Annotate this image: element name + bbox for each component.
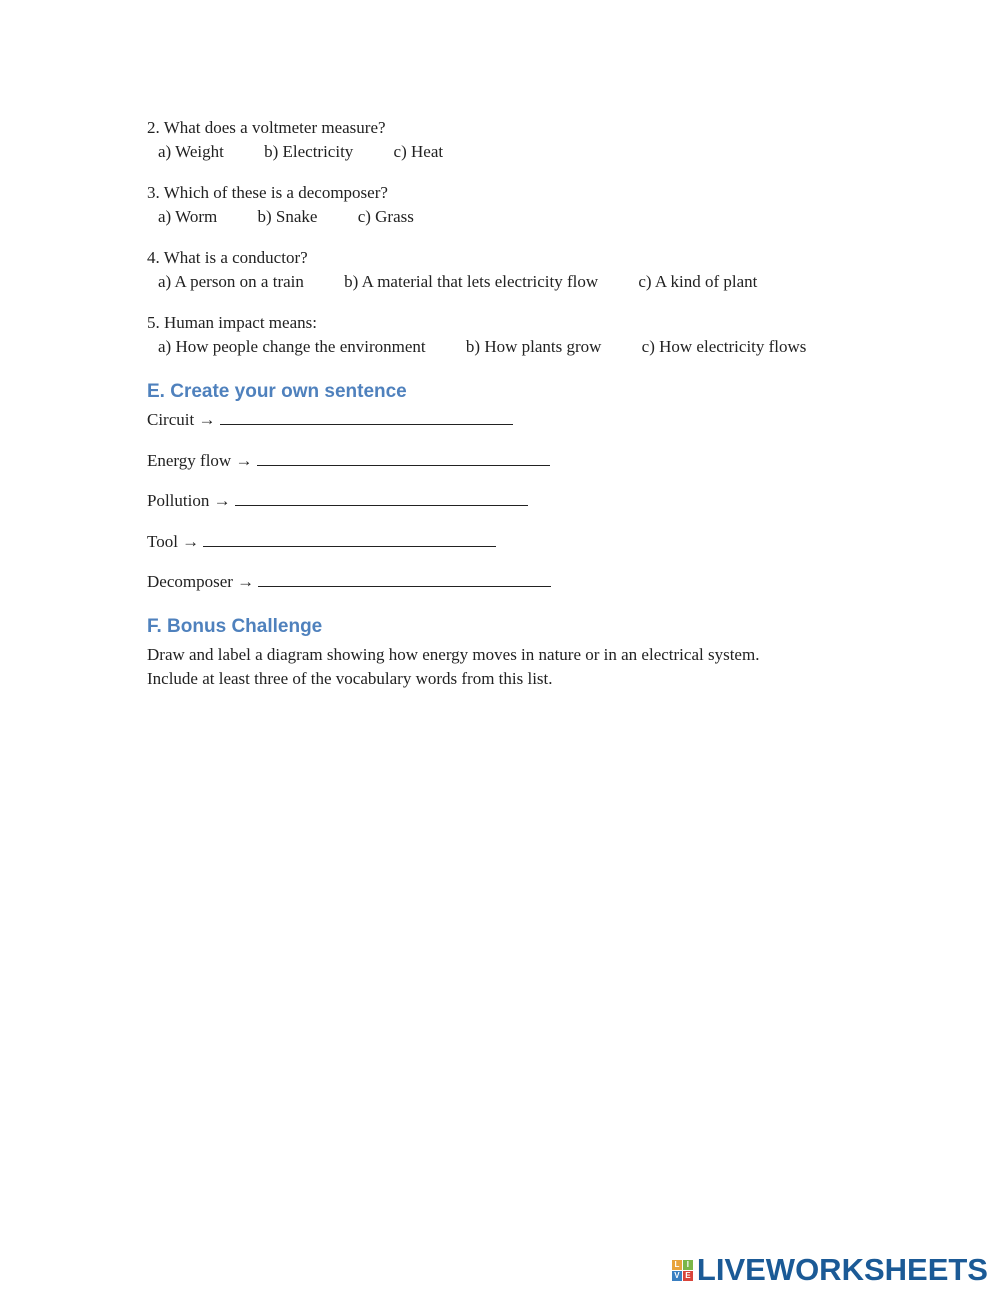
question-5 <box>147 311 847 359</box>
sentence-word: Decomposer → <box>147 572 255 591</box>
option-b: b) A material that lets electricity flow <box>344 272 599 291</box>
question-text: 2. What does a voltmeter measure? <box>147 118 386 137</box>
worksheet-content <box>147 116 847 691</box>
sentence-item-decomposer <box>147 570 847 594</box>
answer-blank[interactable] <box>203 532 496 547</box>
answer-blank[interactable] <box>235 491 528 506</box>
bonus-line-1: Draw and label a diagram showing how energy moves in nature or in an electrical system. <box>147 645 760 664</box>
question-text: 3. Which of these is a decomposer? <box>147 183 388 202</box>
option-b: b) How plants grow <box>465 337 602 356</box>
option-c: c) Grass <box>357 207 414 226</box>
option-a: a) Worm <box>158 207 218 226</box>
answer-blank[interactable] <box>220 410 513 425</box>
question-3 <box>147 181 847 229</box>
option-c: c) A kind of plant <box>638 272 758 291</box>
logo-mark-letter: I <box>683 1260 693 1270</box>
sentence-word: Circuit → <box>147 410 216 429</box>
question-text: 5. Human impact means: <box>147 313 317 332</box>
logo-mark-letter: V <box>672 1271 682 1281</box>
sentence-word: Tool → <box>147 531 200 551</box>
question-4 <box>147 246 847 294</box>
option-a: a) How people change the environment <box>158 337 426 356</box>
answer-blank[interactable] <box>258 572 551 587</box>
bonus-line-2: Include at least three of the vocabulary words from this list. <box>147 669 553 688</box>
option-b: b) Electricity <box>264 142 354 161</box>
section-e-heading: E. Create your own sentence <box>147 381 407 402</box>
sentence-item-tool <box>147 530 847 554</box>
answer-options <box>147 335 847 359</box>
section-f-heading: F. Bonus Challenge <box>147 616 323 637</box>
liveworksheets-logo <box>672 1252 988 1288</box>
option-c: c) How electricity flows <box>641 337 807 356</box>
sentence-word: Pollution → <box>147 491 231 510</box>
logo-mark-letter: E <box>683 1271 693 1281</box>
bonus-instructions <box>147 643 847 691</box>
logo-mark-letter: L <box>672 1260 682 1270</box>
sentence-word: Energy flow → <box>147 450 253 470</box>
sentence-item-energy-flow <box>147 449 847 473</box>
sentence-item-pollution <box>147 489 847 513</box>
option-a: a) A person on a train <box>158 272 304 291</box>
logo-mark-icon <box>672 1260 693 1281</box>
answer-options <box>147 205 847 229</box>
answer-options <box>147 270 847 294</box>
option-b: b) Snake <box>257 207 318 226</box>
question-2 <box>147 116 847 164</box>
question-text: 4. What is a conductor? <box>147 248 308 267</box>
option-a: a) Weight <box>158 142 224 161</box>
logo-text: LIVEWORKSHEETS <box>696 1252 988 1287</box>
answer-blank[interactable] <box>257 451 550 466</box>
option-c: c) Heat <box>393 142 444 161</box>
answer-options <box>147 140 847 164</box>
sentence-item-circuit <box>147 408 847 432</box>
